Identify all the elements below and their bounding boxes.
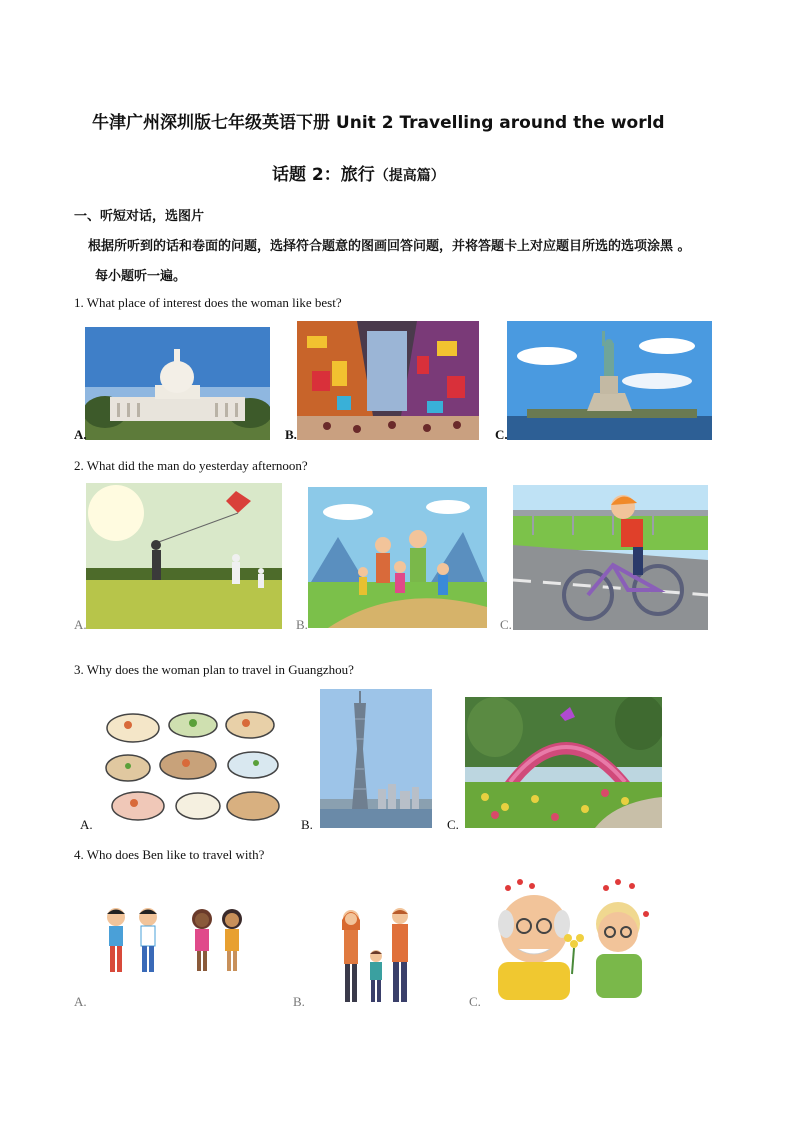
page-subtitle: [272, 160, 445, 185]
q1-option-b-label: B.: [285, 427, 297, 442]
question-3: 3. Why does the woman plan to travel in Guangzhou?: [74, 662, 354, 677]
question-1: 1. What place of interest does the woman like best?: [74, 295, 342, 310]
parents-with-child-image[interactable]: [336, 906, 418, 1006]
food-dishes-image[interactable]: [98, 703, 286, 828]
q2-option-c-label: C.: [500, 617, 512, 632]
q1-option-c-label: C.: [495, 427, 508, 442]
q3-option-c-label: C.: [447, 817, 459, 832]
friends-children-image[interactable]: [100, 905, 252, 975]
q4-option-c-label: C.: [469, 994, 481, 1009]
question-4: 4. Who does Ben like to travel with?: [74, 847, 265, 862]
question-2: 2. What did the man do yesterday afternoon?: [74, 458, 308, 473]
capitol-building-image[interactable]: [85, 327, 270, 440]
q3-option-a-label: A.: [80, 817, 93, 832]
q4-option-b-label: B.: [293, 994, 305, 1009]
subtitle-level: （提高篇）: [374, 168, 445, 184]
statue-of-liberty-image[interactable]: [507, 321, 712, 440]
times-square-image[interactable]: [297, 321, 479, 440]
page-title: 牛津广州深圳版七年级英语下册 Unit 2 Travelling around the world: [92, 113, 665, 133]
hiking-family-image[interactable]: [308, 487, 487, 628]
subtitle-main: 话题 2：旅行: [272, 165, 375, 185]
q3-option-b-label: B.: [301, 817, 313, 832]
grandparents-image[interactable]: [486, 874, 661, 1002]
flower-garden-image[interactable]: [465, 697, 662, 828]
cycling-boy-image[interactable]: [513, 485, 708, 630]
instruction-line-2: 每小题听一遍。: [95, 269, 187, 284]
section-heading: 一、听短对话，选图片: [74, 209, 205, 224]
q2-option-b-label: B.: [296, 617, 308, 632]
canton-tower-image[interactable]: [320, 689, 432, 828]
q1-option-a-label: A.: [74, 427, 87, 442]
q2-option-a-label: A.: [74, 617, 87, 632]
flying-kite-image[interactable]: [86, 483, 282, 629]
q4-option-a-label: A.: [74, 994, 87, 1009]
instruction-line-1: 根据所听到的话和卷面的问题，选择符合题意的图画回答问题，并将答题卡上对应题目所选的选项涂黑 。: [88, 239, 691, 254]
